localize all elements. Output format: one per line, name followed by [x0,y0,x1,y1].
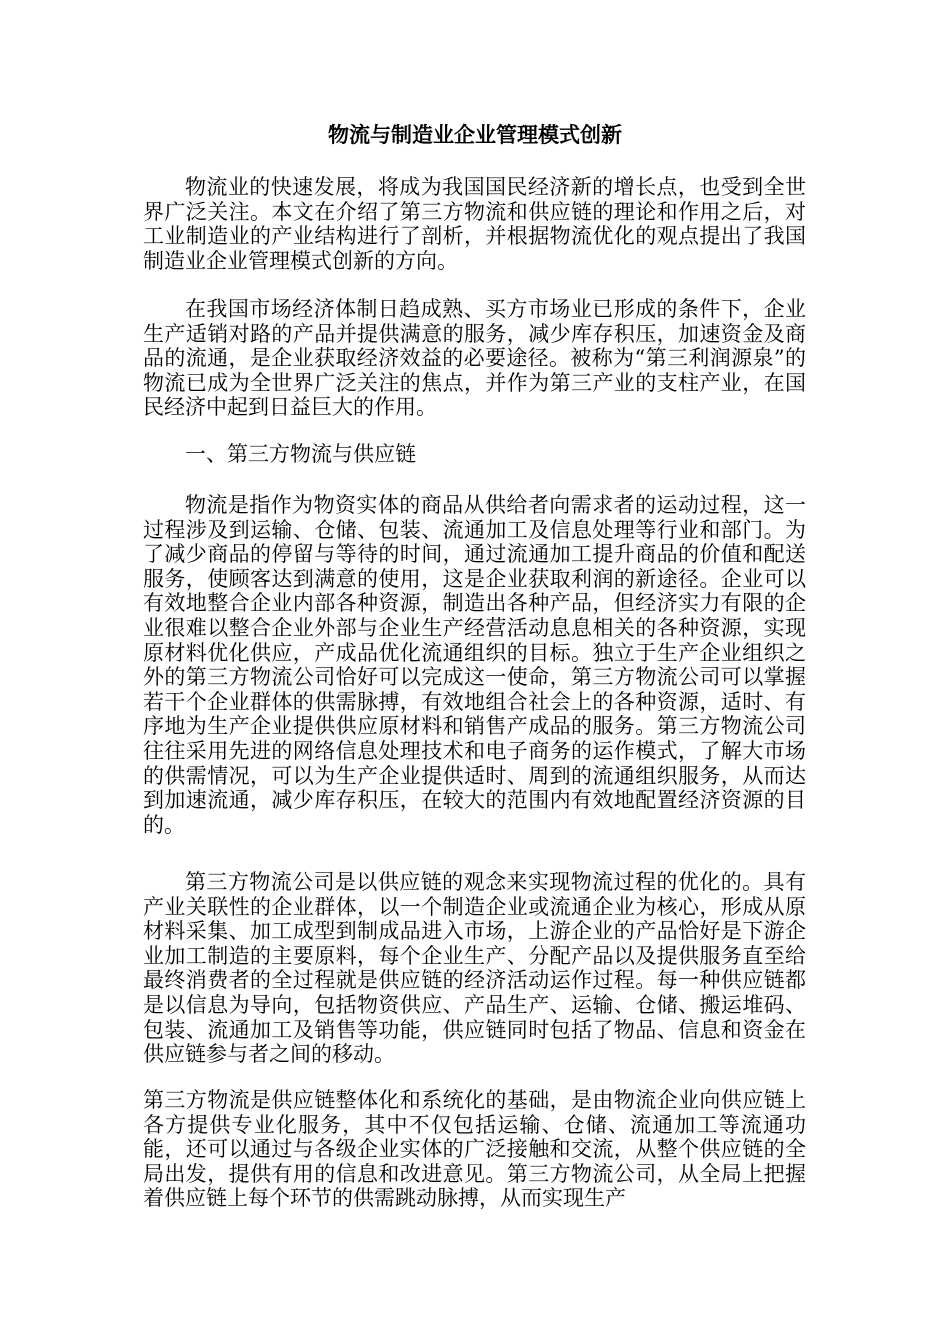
paragraph-introduction: 在我国市场经济体制日趋成熟、买方市场业已形成的条件下，企业生产适销对路的产品并提供满意的服务，减少库存积压，加速资金及商品的流通，是企业获取经济效益的必要途径。被称为“第三利润源泉”的物流已成为全世界广泛关注的焦点，并作为第三产业的支柱产业，在国民经济中起到日益巨大的作用。 [143,297,806,420]
paragraph-supply-chain: 第三方物流公司是以供应链的观念来实现物流过程的优化的。具有产业关联性的企业群体，以一个制造企业或流通企业为核心，形成从原材料采集、加工成型到制成品进入市场，上游企业的产品恰好是下游企业加工制造的主要原料，每个企业生产、分配产品以及提供服务直至给最终消费者的全过程就是供应链的经济活动运作过程。每一种供应链都是以信息为导向，包括物资供应、产品生产、运输、仓储、搬运堆码、包装、流通加工及销售等功能，供应链同时包括了物品、信息和资金在供应链参与者之间的移动。 [143,870,806,1067]
paragraph-abstract: 物流业的快速发展，将成为我国国民经济新的增长点，也受到全世界广泛关注。本文在介绍了第三方物流和供应链的理论和作用之后，对工业制造业的产业结构进行了剖析，并根据物流优化的观点提出了我国制造业企业管理模式创新的方向。 [143,175,806,273]
document-title: 物流与制造业企业管理模式创新 [328,122,622,147]
section-heading: 一、第三方物流与供应链 [185,442,416,466]
paragraph-third-party-logistics: 第三方物流是供应链整体化和系统化的基础，是由物流企业向供应链上各方提供专业化服务，其中不仅包括运输、仓储、流通加工等流通功能，还可以通过与各级企业实体的广泛接触和交流，从整个供应链的全局出发，提供有用的信息和改进意见。第三方物流公司，从全局上把握着供应链上每个环节的供需跳动脉搏，从而实现生产 [143,1088,806,1211]
paragraph-logistics-definition: 物流是指作为物资实体的商品从供给者向需求者的运动过程，这一过程涉及到运输、仓储、包装、流通加工及信息处理等行业和部门。为了减少商品的停留与等待的时间，通过流通加工提升商品的价值和配送服务，使顾客达到满意的使用，这是企业获取利润的新途径。企业可以有效地整合企业内部各种资源，制造出各种产品，但经济实力有限的企业很难以整合企业外部与企业生产经营活动息息相关的各种资源，实现原材料优化供应，产成品优化流通组织的目标。独立于生产企业组织之外的第三方物流公司恰好可以完成这一使命，第三方物流公司可以掌握若干个企业群体的供需脉搏，有效地组合社会上的各种资源，适时、有序地为生产企业提供供应原材料和销售产成品的服务。第三方物流公司往往采用先进的网络信息处理技术和电子商务的运作模式，了解大市场的供需情况，可以为生产企业提供适时、周到的流通组织服务，从而达到加速流通，减少库存积压，在较大的范围内有效地配置经济资源的目的。 [143,493,806,837]
